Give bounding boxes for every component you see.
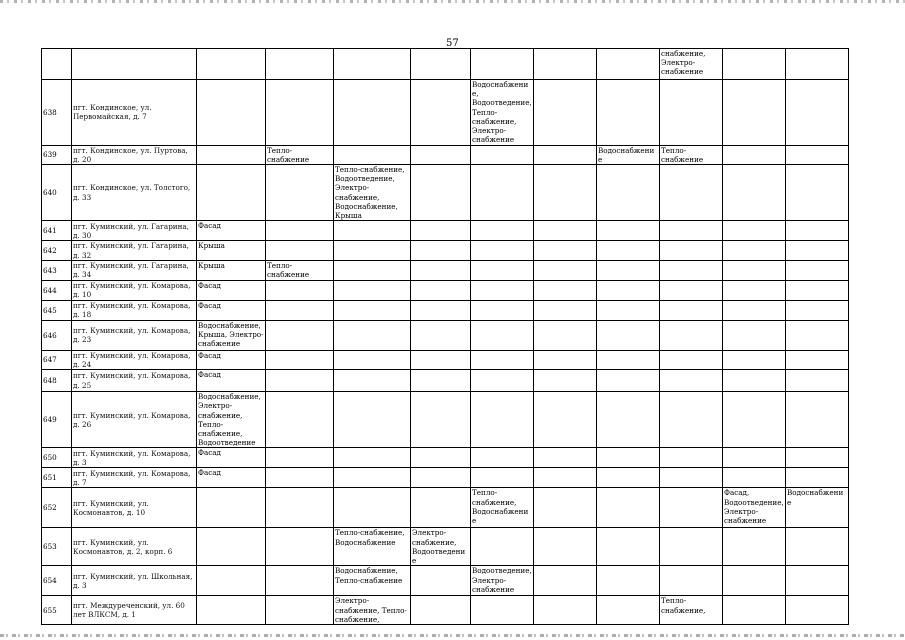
work-type-cell [197,164,266,220]
work-type-cell: Водоснабжение [786,488,849,528]
row-number: 638 [42,80,72,146]
work-type-cell [597,280,660,300]
work-type-cell [334,221,411,241]
work-type-cell [471,221,534,241]
table-row [42,164,849,220]
work-type-cell [723,221,786,241]
address-cell: пгт. Кондинское, ул. Толстого, д. 33 [72,164,197,220]
row-number: 654 [42,566,72,596]
work-type-cell [597,370,660,392]
table-row [42,145,849,164]
address-cell: пгт. Куминский, ул. Гагарина, д. 32 [72,241,197,260]
work-type-cell [266,164,334,220]
scan-noise-top [0,0,905,3]
work-type-cell [534,260,597,280]
row-number: 651 [42,468,72,488]
work-type-cell [471,260,534,280]
work-type-cell [597,596,660,625]
address-cell: пгт. Куминский, ул. Космонавтов, д. 2, корп. 6 [72,528,197,566]
work-type-cell [660,80,723,146]
work-type-cell [723,320,786,350]
work-type-cell: Тепло-снабжение [266,260,334,280]
row-number: 641 [42,221,72,241]
work-type-cell [471,528,534,566]
work-type-cell [471,164,534,220]
row-number: 642 [42,241,72,260]
table-cell [723,49,786,80]
scan-noise-bottom [0,634,905,637]
work-type-cell [471,448,534,468]
work-type-cell [266,528,334,566]
work-type-cell [786,221,849,241]
work-type-cell [334,392,411,448]
row-number: 640 [42,164,72,220]
row-number: 652 [42,488,72,528]
table-row [42,300,849,320]
work-type-cell [411,596,471,625]
work-type-cell [660,468,723,488]
work-type-cell [471,300,534,320]
table-row [42,468,849,488]
work-type-cell [411,370,471,392]
work-type-cell [786,392,849,448]
work-type-cell [723,350,786,369]
work-type-cell [334,370,411,392]
work-type-cell [534,145,597,164]
work-type-cell [471,350,534,369]
work-type-cell [411,260,471,280]
work-type-cell [534,300,597,320]
work-type-cell: Фасад [197,221,266,241]
work-type-cell [534,370,597,392]
work-type-cell [597,300,660,320]
table-cell [72,49,197,80]
work-type-cell [266,596,334,625]
row-number: 649 [42,392,72,448]
table-row [42,392,849,448]
work-type-cell [266,370,334,392]
work-type-cell [723,300,786,320]
address-cell: пгт. Куминский, ул. Школьная, д. 3 [72,566,197,596]
row-number: 647 [42,350,72,369]
work-type-cell [266,392,334,448]
work-type-cell [534,488,597,528]
work-type-cell: Тепло-снабжение, [660,596,723,625]
work-type-cell [471,370,534,392]
work-type-cell [534,164,597,220]
work-type-cell [723,164,786,220]
work-type-cell [411,392,471,448]
work-type-cell [723,260,786,280]
work-type-cell [786,566,849,596]
work-type-cell [197,80,266,146]
table-row [42,280,849,300]
address-cell: пгт. Куминский, ул. Комарова, д. 10 [72,280,197,300]
table-cell [197,49,266,80]
work-type-cell [660,370,723,392]
table-cell [266,49,334,80]
table-cell-continued: снабжение, Электро-снабжение [660,49,723,80]
work-type-cell [334,80,411,146]
work-type-cell [723,80,786,146]
work-type-cell [266,280,334,300]
work-type-cell [411,221,471,241]
table-row [42,596,849,625]
work-type-cell [411,80,471,146]
work-type-cell [197,596,266,625]
work-type-cell [411,320,471,350]
work-type-cell [534,320,597,350]
table-row-top-continuation [42,49,849,80]
work-type-cell [534,80,597,146]
work-type-cell [660,488,723,528]
work-type-cell: Водоотведение, Электро-снабжение [471,566,534,596]
work-type-cell [471,241,534,260]
work-type-cell [471,468,534,488]
work-type-cell [786,350,849,369]
work-type-cell [334,145,411,164]
table-row [42,566,849,596]
work-type-cell: Фасад [197,300,266,320]
row-number: 655 [42,596,72,625]
work-type-cell: Водоснабжение, Электро-снабжение, Тепло-снабжение, Водоотведение [197,392,266,448]
table-row [42,448,849,468]
work-type-cell [786,448,849,468]
work-type-cell [597,392,660,448]
table-cell [42,49,72,80]
work-type-cell: Электро-снабжение, Водоотведение [411,528,471,566]
address-cell: пгт. Куминский, ул. Комарова, д. 25 [72,370,197,392]
work-type-cell [660,241,723,260]
work-type-cell [534,596,597,625]
table-row [42,221,849,241]
work-type-cell [334,260,411,280]
address-cell: пгт. Куминский, ул. Комарова, д. 18 [72,300,197,320]
work-type-cell [266,488,334,528]
address-cell: пгт. Куминский, ул. Комарова, д. 7 [72,468,197,488]
work-type-cell [597,468,660,488]
work-type-cell: Тепло-снабжение, Водоснабжение [334,528,411,566]
work-type-cell: Тепло-снабжение, Водоотведение, Электро-снабжение, Водоснабжение, Крыша [334,164,411,220]
work-type-cell [660,260,723,280]
table-cell [597,49,660,80]
work-type-cell [660,320,723,350]
work-type-cell [597,528,660,566]
address-cell: пгт. Куминский, ул. Гагарина, д. 30 [72,221,197,241]
work-type-cell: Фасад [197,280,266,300]
row-number: 639 [42,145,72,164]
work-type-cell [786,164,849,220]
work-type-cell: Крыша [197,241,266,260]
work-type-cell [411,300,471,320]
work-type-cell [723,566,786,596]
row-number: 650 [42,448,72,468]
work-type-cell: Фасад, Водоотведение, Электро-снабжение [723,488,786,528]
work-type-cell [534,392,597,448]
work-type-cell [411,448,471,468]
work-type-cell [534,241,597,260]
address-cell: пгт. Куминский, ул. Комарова, д. 26 [72,392,197,448]
work-type-cell [471,320,534,350]
work-type-cell [597,448,660,468]
work-type-cell [786,280,849,300]
work-type-cell [597,566,660,596]
table-cell [411,49,471,80]
work-type-cell [660,350,723,369]
work-type-cell [334,280,411,300]
address-cell: пгт. Куминский, ул. Гагарина, д. 34 [72,260,197,280]
address-cell: пгт. Междуреченский, ул. 60 лет ВЛКСМ, д. 1 [72,596,197,625]
work-type-cell [266,350,334,369]
work-type-cell [266,448,334,468]
row-number: 643 [42,260,72,280]
work-type-cell [723,528,786,566]
work-type-cell [597,320,660,350]
work-type-cell [597,80,660,146]
work-type-cell [723,241,786,260]
address-cell: пгт. Куминский, ул. Комарова, д. 3 [72,448,197,468]
work-type-cell [660,528,723,566]
work-type-cell [411,468,471,488]
work-type-cell [660,164,723,220]
work-type-cell: Фасад [197,350,266,369]
work-type-cell [660,392,723,448]
work-type-cell [534,221,597,241]
work-type-cell [786,145,849,164]
work-type-cell [597,350,660,369]
work-type-cell [266,300,334,320]
table-row [42,241,849,260]
work-type-cell [786,260,849,280]
work-type-cell [723,468,786,488]
table-row [42,488,849,528]
work-type-cell [660,566,723,596]
table-cell [334,49,411,80]
work-type-cell: Тепло-снабжение, Водоснабжение [471,488,534,528]
work-type-cell [786,596,849,625]
work-type-cell [266,468,334,488]
work-type-cell [334,320,411,350]
table-row [42,528,849,566]
row-number: 653 [42,528,72,566]
work-type-cell: Крыша [197,260,266,280]
work-type-cell: Тепло-снабжение [266,145,334,164]
work-type-cell [411,280,471,300]
work-type-cell [534,528,597,566]
table-row [42,350,849,369]
work-type-cell [266,80,334,146]
work-type-cell [786,370,849,392]
work-type-cell [786,320,849,350]
work-type-cell [197,488,266,528]
table-row [42,260,849,280]
address-cell: пгт. Куминский, ул. Комарова, д. 24 [72,350,197,369]
work-type-cell [411,350,471,369]
address-cell: пгт. Куминский, ул. Комарова, д. 23 [72,320,197,350]
work-type-cell [534,468,597,488]
table-row [42,320,849,350]
registry-table [41,48,849,625]
registry-body [42,49,849,625]
work-type-cell: Фасад [197,370,266,392]
work-type-cell: Электро-снабжение, Тепло-снабжение, [334,596,411,625]
work-type-cell [334,468,411,488]
table-cell [786,49,849,80]
work-type-cell [723,370,786,392]
work-type-cell [471,392,534,448]
work-type-cell [471,145,534,164]
work-type-cell [334,448,411,468]
work-type-cell: Тепло-снабжение [660,145,723,164]
work-type-cell [786,300,849,320]
work-type-cell [471,280,534,300]
work-type-cell [723,392,786,448]
work-type-cell [334,300,411,320]
work-type-cell [411,145,471,164]
work-type-cell [786,468,849,488]
work-type-cell [471,596,534,625]
work-type-cell [534,566,597,596]
work-type-cell [197,566,266,596]
work-type-cell [597,164,660,220]
work-type-cell [266,320,334,350]
work-type-cell [660,448,723,468]
work-type-cell [534,448,597,468]
work-type-cell [786,528,849,566]
row-number: 646 [42,320,72,350]
work-type-cell [660,300,723,320]
work-type-cell [786,80,849,146]
row-number: 644 [42,280,72,300]
work-type-cell [334,241,411,260]
work-type-cell [660,221,723,241]
work-type-cell: Водоснабжение, Крыша, Электро-снабжение [197,320,266,350]
work-type-cell [334,488,411,528]
work-type-cell: Водоснабжение [597,145,660,164]
work-type-cell [597,241,660,260]
work-type-cell [534,350,597,369]
table-cell [471,49,534,80]
work-type-cell [266,221,334,241]
work-type-cell [411,241,471,260]
work-type-cell: Водоснабжение, Водоотведение, Тепло-снабжение, Электро-снабжение [472,80,532,145]
work-type-cell [786,241,849,260]
work-type-cell [266,241,334,260]
address-cell: пгт. Куминский, ул. Космонавтов, д. 10 [72,488,197,528]
work-type-cell [534,280,597,300]
work-type-cell [266,566,334,596]
work-type-cell [723,145,786,164]
work-type-cell: Фасад [197,468,266,488]
work-type-cell [411,488,471,528]
work-type-cell [723,596,786,625]
work-type-cell [597,221,660,241]
row-number: 645 [42,300,72,320]
work-type-cell [723,448,786,468]
table-row [42,370,849,392]
work-type-cell [597,260,660,280]
work-type-cell [411,566,471,596]
page-number: 57 [446,38,459,49]
table-row [42,80,849,146]
work-type-cell [197,145,266,164]
work-type-cell: Фасад [197,448,266,468]
work-type-cell: Водоснабжение, Тепло-снабжение [334,566,411,596]
table-cell [534,49,597,80]
address-cell: пгт. Кондинское, ул. Первомайская, д. 7 [72,80,197,146]
row-number: 648 [42,370,72,392]
work-type-cell [197,528,266,566]
work-type-cell [723,280,786,300]
work-type-cell [597,488,660,528]
work-type-cell [660,280,723,300]
address-cell: пгт. Кондинское, ул. Пуртова, д. 20 [72,145,197,164]
work-type-cell [411,164,471,220]
work-type-cell [334,350,411,369]
